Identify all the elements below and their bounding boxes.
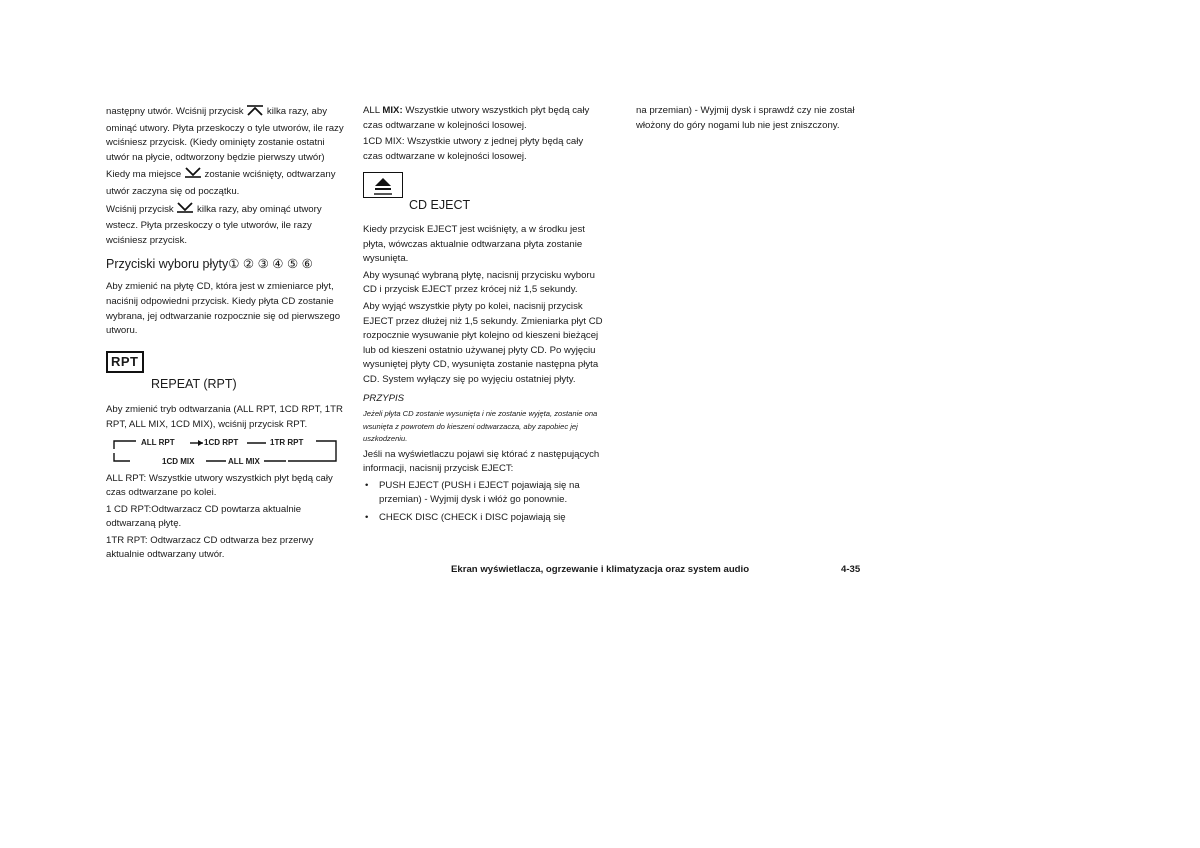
page-number: 4-35: [841, 564, 861, 575]
paragraph-all-rpt: ALL RPT: Wszystkie utwory wszystkich płyt będą cały czas odtwarzane po kolei.: [106, 472, 333, 499]
repeat-heading: REPEAT (RPT): [151, 376, 237, 391]
track-down-icon: [176, 202, 194, 220]
column-middle: [363, 104, 603, 529]
paragraph-1cd-mix: 1CD MIX: Wszystkie utwory z jednej płyty będą cały czas odtwarzane w kolejności losowej.: [363, 136, 584, 162]
paragraph-eject-messages: Jeśli na wyświetlaczu pojawi się którać z następujących informacji, nacisnij przycisk EJECT:: [363, 448, 600, 475]
paragraph-eject-2: Aby wysunąć wybraną płytę, nacisnij przycisku wyboru CD i przycisk EJECT przez krócej niż 1,5 sekundy.: [363, 269, 595, 296]
track-up-icon: [246, 104, 264, 122]
eject-button-icon: [363, 172, 403, 198]
column-left: [106, 104, 346, 565]
paragraph-1cd-rpt: 1 CD RPT:Odtwarzacz CD powtarza aktualnie odtwarzaną płytę.: [106, 503, 302, 530]
cd-eject-heading: CD EJECT: [409, 198, 471, 213]
paragraph-repeat-modes: Aby zmienić tryb odtwarzania (ALL RPT, 1CD RPT, 1TR RPT, ALL MIX, 1CD MIX), wciśnij przycisk RPT.: [106, 404, 343, 430]
disc-select-heading: Przyciski wyboru płyty① ② ③ ④ ⑤ ⑥: [106, 257, 313, 272]
note-text: Jeżeli płyta CD zostanie wysunięta i nie zostanie wyjęta, zostanie ona wsunięta z powrotem do kieszeni odtwarzacza, aby zapobiec jej uszkodzeniu.: [363, 409, 598, 444]
paragraph-1tr-rpt: 1TR RPT: Odtwarzacz CD odtwarza bez przerwy aktualnie odtwarzany utwór.: [106, 534, 314, 561]
column-right: [636, 104, 856, 135]
paragraph-all-mix: ALL MIX: Wszystkie utwory wszystkich płyt będą cały czas odtwarzane w kolejności losowej.: [363, 105, 590, 131]
mode-1cd-mix: 1CD MIX: [162, 456, 195, 466]
repeat-mode-cycle-diagram: [106, 435, 342, 469]
paragraph-track-forward: następny utwór. Wciśnij przycisk kilka razy, aby ominąć utwory. Płyta przeskoczy o tyle utworów, ile razy wciśniesz przycisk. (Kiedy ominięty zostanie ostatni utwór na płycie, odtworzony będzie pierwszy utwór): [106, 106, 344, 163]
mode-all-mix: ALL MIX: [228, 456, 260, 466]
paragraph-disc-select: Aby zmienić na płytę CD, która jest w zmieniarce płyt, naciśnij odpowiedni przycisk. Kiedy płyta CD zostanie wybrana, jej odtwarzanie rozpocznie się od pierwszego utworu.: [106, 281, 341, 337]
footer-section-title: Ekran wyświetlacza, ogrzewanie i klimatyzacja oraz system audio: [451, 564, 750, 575]
list-item: • PUSH EJECT (PUSH i EJECT pojawiają się na przemian) - Wyjmij dysk i włóż go ponownie.: [363, 479, 603, 508]
mode-1cd-rpt: 1CD RPT: [204, 437, 239, 447]
track-down-icon: [184, 167, 202, 185]
paragraph-check-disc-cont: na przemian) - Wyjmij dysk i sprawdź czy nie został włożony do góry nogami lub nie jest zniszczony.: [636, 105, 855, 131]
paragraph-track-back: Wciśnij przycisk kilka razy, aby ominąć utwory wstecz. Płyta przeskoczy o tyle utworów, ile razy wciśniesz przycisk.: [106, 203, 322, 246]
paragraph-eject-3: Aby wyjąć wszystkie płyty po kolei, nacisnij przycisk EJECT przez dłużej niż 1,5 sekundy. Zmieniarka płyt CD rozpocznie wysuwanie płyt kolejno od kieszeni bieżącej lub od kieszeni ostatnio używanej płyty CD. Po wyjęciu wysuniętej płyty CD, wysunięta zostanie następna płyta CD. System wyłączy się po wyjęciu ostatniej płyty.: [363, 300, 603, 385]
list-item: • CHECK DISC (CHECK i DISC pojawiają się: [363, 511, 603, 526]
rpt-button-icon: RPT: [106, 351, 144, 373]
note-title: PRZYPIS: [363, 392, 405, 404]
paragraph-track-restart: Kiedy ma miejsce zostanie wciśnięty, odtwarzany utwór zaczyna się od początku.: [106, 169, 336, 197]
paragraph-eject-1: Kiedy przycisk EJECT jest wciśnięty, a w środku jest płyta, wówczas aktualnie odtwarzana płyta zostanie wysunięta.: [363, 223, 585, 265]
eject-messages-list: [363, 479, 603, 526]
mode-all-rpt: ALL RPT: [141, 437, 175, 447]
mode-1tr-rpt: 1TR RPT: [270, 437, 304, 447]
